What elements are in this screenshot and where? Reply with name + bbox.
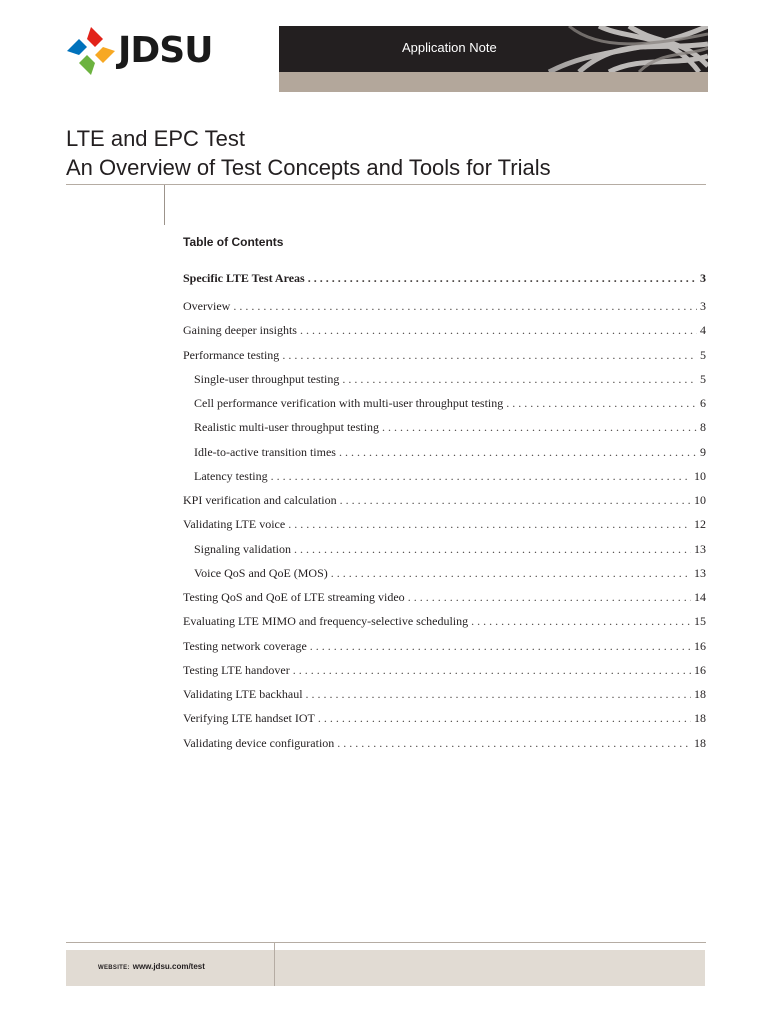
toc-entry-label: Validating device configuration	[183, 735, 335, 750]
toc-dot-leader	[306, 687, 691, 702]
toc-entry[interactable]	[183, 445, 706, 469]
toc-entry-page: 4	[700, 323, 706, 338]
toc-entry-page: 10	[694, 468, 706, 483]
toc-entry-label: Idle-to-active transition times	[194, 444, 336, 459]
toc-entry[interactable]	[183, 323, 706, 347]
toc-dot-leader	[339, 445, 697, 460]
website-url[interactable]: www.jdsu.com/test	[132, 962, 205, 971]
toc-entry-label: Performance testing	[183, 347, 280, 362]
toc-entry-page: 16	[694, 638, 706, 653]
toc-entry[interactable]	[183, 736, 706, 760]
title-divider	[66, 184, 706, 185]
toc-dot-leader	[471, 614, 691, 629]
title-line-1: LTE and EPC Test	[66, 126, 245, 151]
toc-entry-label: Realistic multi-user throughput testing	[194, 420, 379, 435]
toc-dot-leader	[271, 469, 691, 484]
toc-entry-label: Testing network coverage	[183, 638, 307, 653]
toc-entry[interactable]	[183, 590, 706, 614]
toc-dot-leader	[318, 711, 691, 726]
toc-entry-page: 5	[700, 371, 706, 386]
toc-dot-leader	[337, 736, 691, 751]
toc-entry[interactable]	[183, 614, 706, 638]
toc-entry-label: Voice QoS and QoE (MOS)	[194, 565, 328, 580]
title-line-2: An Overview of Test Concepts and Tools for Trials	[66, 155, 551, 180]
toc-dot-leader	[282, 348, 697, 363]
toc-dot-leader	[408, 590, 691, 605]
website-label: WEBSITE:	[98, 965, 130, 971]
toc-entry-page: 10	[694, 493, 706, 507]
toc-entry-label: Cell performance verification with multi-user throughput testing	[194, 396, 504, 410]
toc-entry[interactable]	[183, 663, 706, 687]
footer-website	[98, 962, 205, 971]
banner-strip	[279, 72, 708, 92]
footer-vertical-divider	[274, 942, 275, 986]
toc-entry[interactable]	[183, 517, 706, 541]
toc-entry-page: 13	[694, 565, 706, 580]
toc-dot-leader	[233, 299, 697, 314]
toc-dot-leader	[300, 323, 697, 338]
toc-entry[interactable]	[183, 711, 706, 735]
toc-entry[interactable]	[183, 420, 706, 444]
toc-entry-label: Validating LTE backhaul	[183, 687, 303, 701]
footer-divider	[66, 942, 706, 943]
toc-dot-leader	[382, 420, 697, 435]
toc-entry[interactable]	[183, 372, 706, 396]
toc-entry[interactable]	[183, 542, 706, 566]
toc-entry-page: 3	[700, 271, 706, 285]
toc-entry[interactable]	[183, 396, 706, 420]
toc-entry-page: 18	[694, 735, 706, 750]
toc-entry-label: Latency testing	[194, 468, 268, 483]
toc-entry-page: 9	[700, 444, 706, 459]
toc-dot-leader	[331, 566, 691, 581]
document-title	[66, 124, 551, 182]
jdsu-diamond-icon	[66, 26, 116, 76]
toc-entry-label: Single-user throughput testing	[194, 371, 340, 386]
application-note-banner	[279, 26, 708, 72]
toc-entry-label: Testing LTE handover	[183, 662, 290, 677]
logo-text: JDSU	[118, 30, 213, 71]
toc-dot-leader	[342, 372, 697, 387]
toc-entry[interactable]	[183, 271, 706, 299]
table-of-contents	[183, 271, 706, 760]
toc-entry-page: 6	[700, 396, 706, 410]
toc-entry-page: 16	[694, 662, 706, 677]
toc-entry-page: 8	[700, 420, 706, 435]
margin-rule	[164, 185, 165, 225]
toc-entry-page: 18	[694, 711, 706, 726]
toc-entry[interactable]	[183, 469, 706, 493]
banner-label: Application Note	[402, 40, 497, 55]
toc-entry-label: Specific LTE Test Areas	[183, 271, 305, 285]
toc-entry-label: Validating LTE voice	[183, 517, 286, 532]
toc-entry-label: Signaling validation	[194, 541, 291, 556]
toc-entry-label: Gaining deeper insights	[183, 323, 297, 338]
toc-dot-leader	[308, 271, 697, 286]
toc-dot-leader	[506, 396, 697, 411]
jdsu-logo	[66, 26, 216, 76]
toc-entry-label: Overview	[183, 299, 231, 313]
toc-entry-page: 15	[694, 614, 706, 629]
toc-entry[interactable]	[183, 566, 706, 590]
toc-dot-leader	[340, 493, 691, 508]
toc-dot-leader	[294, 542, 691, 557]
toc-entry[interactable]	[183, 493, 706, 517]
toc-heading: Table of Contents	[183, 235, 284, 249]
toc-entry-page: 13	[694, 541, 706, 556]
toc-entry[interactable]	[183, 639, 706, 663]
toc-entry[interactable]	[183, 348, 706, 372]
toc-entry[interactable]	[183, 687, 706, 711]
toc-dot-leader	[293, 663, 691, 678]
toc-entry-label: Evaluating LTE MIMO and frequency-selective scheduling	[183, 614, 469, 629]
toc-entry-page: 3	[700, 299, 706, 313]
toc-entry[interactable]	[183, 299, 706, 323]
toc-entry-label: Verifying LTE handset IOT	[183, 711, 315, 726]
toc-entry-page: 12	[694, 517, 706, 532]
toc-dot-leader	[288, 517, 691, 532]
toc-entry-page: 18	[694, 687, 706, 701]
toc-entry-page: 5	[700, 347, 706, 362]
toc-entry-page: 14	[694, 590, 706, 604]
toc-entry-label: KPI verification and calculation	[183, 493, 337, 507]
toc-dot-leader	[310, 639, 691, 654]
toc-entry-label: Testing QoS and QoE of LTE streaming video	[183, 590, 405, 604]
